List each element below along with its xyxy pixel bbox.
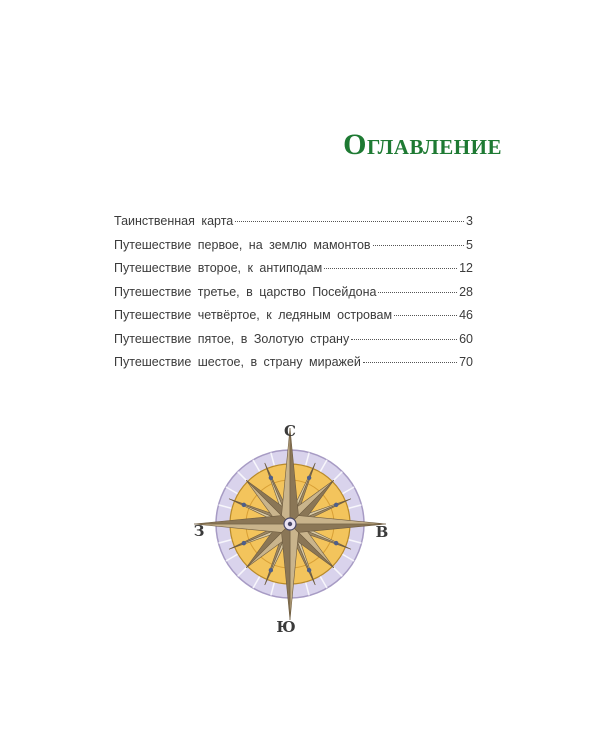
compass-rose-icon [194,428,386,620]
toc-entry[interactable] [114,285,473,309]
toc-entry-page: 28 [459,284,473,299]
compass-north-label: С [284,422,296,440]
toc-entry-label: Путешествие шестое, в страну миражей [114,355,361,369]
toc-entry-page: 46 [459,308,473,322]
toc-entry-label: Таинственная карта [114,214,234,228]
toc-entry[interactable] [114,238,473,262]
toc-entry-label: Путешествие второе, к антиподам [114,261,323,275]
toc-entry-page: 60 [459,331,473,346]
table-of-contents [114,214,473,379]
page-title: Оглавление [343,128,502,161]
toc-dot-leader [378,292,457,293]
toc-entry-page: 3 [466,214,473,228]
toc-entry-page: 70 [459,355,473,369]
toc-entry-label: Путешествие четвёртое, к ледяным островам [114,308,393,322]
compass-south-label: Ю [276,618,296,636]
toc-entry[interactable] [114,261,473,285]
compass-east-label: В [375,523,389,541]
toc-entry[interactable] [114,355,473,379]
toc-entry-label: Путешествие третье, в царство Посейдона [114,284,377,299]
toc-dot-leader [324,268,457,269]
toc-dot-leader [373,245,464,246]
toc-dot-leader [351,339,457,340]
compass-west-label: З [193,522,205,540]
toc-entry-page: 5 [466,237,473,252]
toc-entry[interactable] [114,214,473,238]
toc-entry[interactable] [114,308,473,332]
toc-dot-leader [363,362,457,363]
toc-entry[interactable] [114,332,473,356]
toc-entry-label: Путешествие первое, на землю мамонтов [114,237,371,252]
compass-rose-illustration [180,412,400,652]
toc-entry-page: 12 [459,261,473,275]
toc-dot-leader [394,315,457,316]
toc-dot-leader [235,221,464,222]
toc-entry-label: Путешествие пятое, в Золотую страну [114,331,350,346]
